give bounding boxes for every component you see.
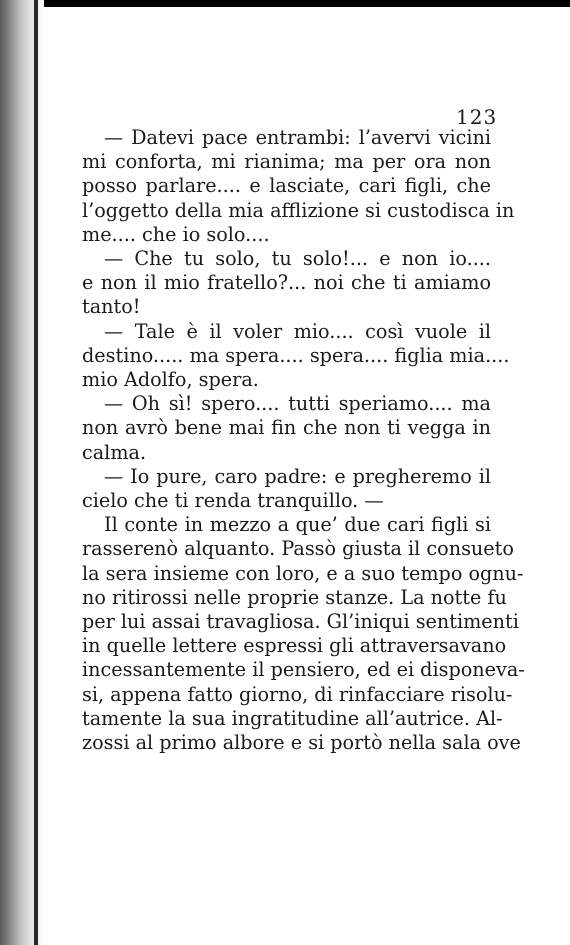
text-line: me.... che io solo.... bbox=[82, 222, 270, 246]
text-line: — Che tu solo, tu solo!... e non io.... bbox=[104, 247, 491, 271]
text-line: destino..... ma spera.... spera.... figlia mia.... bbox=[82, 343, 510, 367]
text-line: l’oggetto della mia afflizione si custodisca in bbox=[82, 198, 515, 222]
text-line: calma. bbox=[82, 440, 147, 464]
text-line: — Oh sì! spero.... tutti speriamo.... ma bbox=[104, 392, 491, 416]
text-line: incessantemente il pensiero, ed ei disponeva- bbox=[82, 658, 525, 682]
text-line: Il conte in mezzo a que’ due cari figli si bbox=[104, 513, 491, 537]
text-line: rasserenò alquanto. Passò giusta il consueto bbox=[82, 537, 514, 561]
text-line: per lui assai travagliosa. Gl’iniqui sentimenti bbox=[82, 610, 519, 634]
page-text bbox=[82, 126, 525, 755]
text-line: mi conforta, mi rianima; ma per ora non bbox=[82, 150, 491, 174]
text-line: e non il mio fratello?... noi che ti amiamo bbox=[82, 271, 491, 295]
text-line: mio Adolfo, spera. bbox=[82, 368, 259, 392]
text-line: — Io pure, caro padre: e pregheremo il bbox=[104, 464, 491, 488]
text-line: tanto! bbox=[82, 295, 141, 319]
page-top-edge bbox=[0, 0, 570, 7]
text-line: — Datevi pace entrambi: l’avervi vicini bbox=[104, 126, 491, 149]
book-spine-line bbox=[34, 0, 38, 945]
text-line: non avrò bene mai fin che non ti vegga in bbox=[82, 416, 491, 440]
text-line: no ritirossi nelle proprie stanze. La notte fu bbox=[82, 585, 507, 609]
text-line: — Tale è il voler mio.... così vuole il bbox=[104, 319, 491, 343]
text-line: cielo che ti renda tranquillo. — bbox=[82, 489, 384, 513]
page-number: 123 bbox=[456, 105, 498, 129]
text-line: posso parlare.... e lasciate, cari figli, che bbox=[82, 174, 491, 198]
text-line: zossi al primo albore e si portò nella sala ove bbox=[82, 731, 521, 755]
text-line: la sera insieme con loro, e a suo tempo ognu- bbox=[82, 561, 524, 585]
text-line: tamente la sua ingratitudine all’autrice. Al- bbox=[82, 706, 503, 730]
text-line: si, appena fatto giorno, di rinfacciare risolu- bbox=[82, 682, 513, 706]
text-line: in quelle lettere espressi gli attraversavano bbox=[82, 634, 507, 658]
